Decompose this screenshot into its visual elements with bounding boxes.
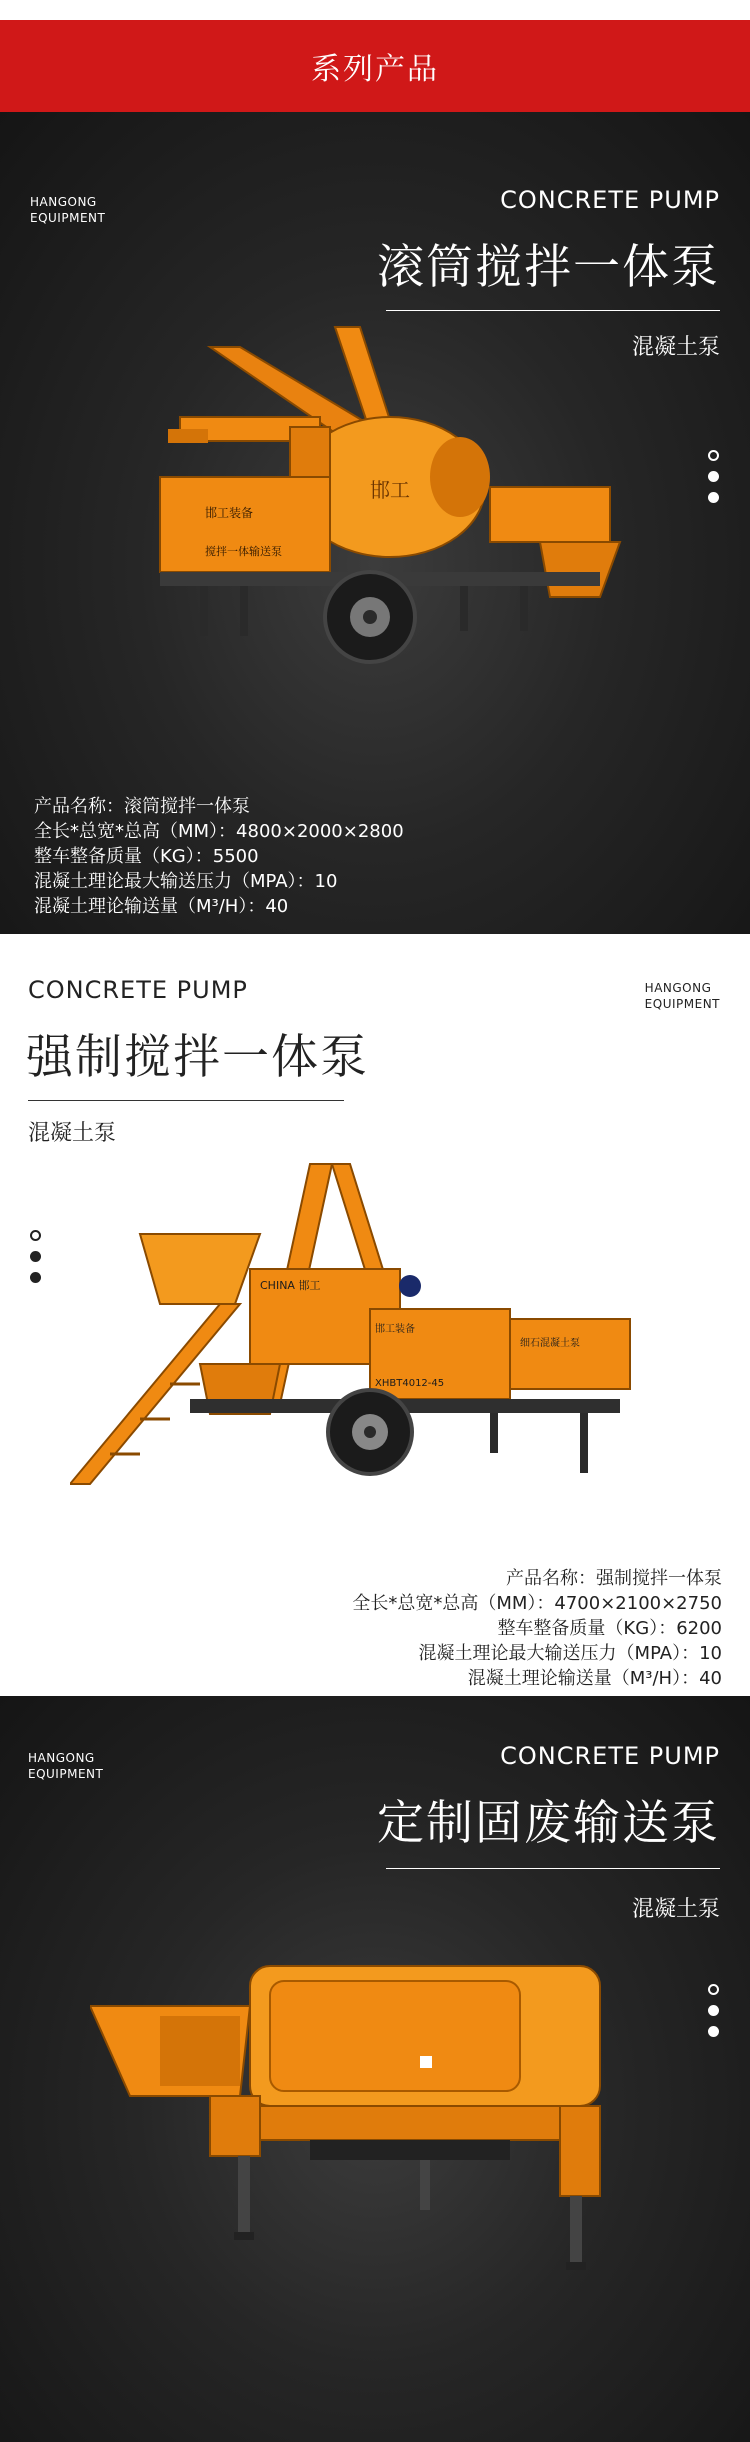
spec-weight: 整车整备质量（KG）：6200	[497, 1618, 722, 1639]
product-cn-title: 定制固废输送泵	[377, 1796, 720, 1851]
slide-dot-filled-icon[interactable]	[30, 1251, 41, 1262]
product-subtitle: 混凝土泵	[28, 1121, 117, 1146]
pump-type-label: 细石混凝土泵	[520, 1338, 580, 1349]
slide-dot-filled-icon[interactable]	[30, 1272, 41, 1283]
series-header	[0, 20, 750, 112]
title-divider	[386, 310, 720, 311]
spec-name: 产品名称：滚筒搅拌一体泵	[34, 796, 250, 817]
slide-dot-hollow-icon[interactable]	[708, 450, 719, 461]
top-strip	[0, 0, 750, 20]
machine-model-label: XHBT4012-45	[375, 1378, 445, 1389]
slide-dot-hollow-icon[interactable]	[30, 1230, 41, 1241]
slide-dot-hollow-icon[interactable]	[708, 1984, 719, 1995]
brand-logo	[645, 980, 720, 1012]
spec-pressure: 混凝土理论最大输送压力（MPA）：10	[34, 871, 338, 892]
slide-dot-filled-icon[interactable]	[708, 2026, 719, 2037]
product-cn-title: 滚筒搅拌一体泵	[377, 240, 720, 295]
slide-dot-filled-icon[interactable]	[708, 492, 719, 503]
mixer-label: CHINA 邯工	[260, 1279, 321, 1292]
drum-label: 邯工	[370, 478, 410, 502]
brand-line-1: HANGONG	[30, 195, 97, 209]
series-title: 系列产品	[311, 52, 439, 87]
title-divider	[386, 1868, 720, 1869]
machine-model-label: 搅拌一体输送泵	[205, 545, 282, 558]
spec-weight: 整车整备质量（KG）：5500	[34, 846, 259, 867]
slide-indicator	[28, 1230, 42, 1293]
brand-line-2: EQUIPMENT	[30, 211, 106, 225]
product-en-title: CONCRETE PUMP	[500, 186, 720, 214]
spec-name: 产品名称：强制搅拌一体泵	[506, 1568, 722, 1589]
brand-logo	[30, 194, 105, 226]
machine-brand-label: 邯工装备	[205, 506, 254, 520]
product-en-title: CONCRETE PUMP	[28, 976, 248, 1004]
slide-dot-filled-icon[interactable]	[708, 2005, 719, 2016]
forced-mixer-pump-image	[70, 1154, 670, 1494]
slide-indicator	[706, 1984, 720, 2047]
brand-line-1: HANGONG	[644, 981, 712, 995]
brand-line-1: HANGONG	[28, 1751, 95, 1765]
brand-line-2: EQUIPMENT	[644, 997, 720, 1011]
spec-pressure: 混凝土理论最大输送压力（MPA）：10	[418, 1643, 722, 1664]
machine-brand-label: 邯工装备	[375, 1324, 415, 1335]
spec-list	[34, 794, 404, 919]
spec-list	[352, 1566, 722, 1691]
solid-waste-pump-image	[90, 1946, 630, 2276]
spec-output: 混凝土理论输送量（M³/H）：40	[34, 896, 289, 917]
title-divider	[28, 1100, 344, 1101]
product-section-2	[0, 934, 750, 1696]
brand-logo	[28, 1750, 103, 1782]
slide-indicator	[706, 450, 720, 513]
product-subtitle: 混凝土泵	[631, 335, 720, 360]
drum-mixer-pump-image	[120, 317, 660, 677]
product-subtitle: 混凝土泵	[631, 1897, 720, 1922]
product-section-1	[0, 112, 750, 934]
product-section-3	[0, 1696, 750, 2442]
spec-dimensions: 全长*总宽*总高（MM）：4800×2000×2800	[34, 821, 404, 842]
spec-output: 混凝土理论输送量（M³/H）：40	[467, 1668, 722, 1689]
brand-line-2: EQUIPMENT	[28, 1767, 104, 1781]
slide-dot-filled-icon[interactable]	[708, 471, 719, 482]
product-cn-title: 强制搅拌一体泵	[26, 1030, 369, 1085]
spec-dimensions: 全长*总宽*总高（MM）：4700×2100×2750	[352, 1593, 722, 1614]
product-en-title: CONCRETE PUMP	[500, 1742, 720, 1770]
